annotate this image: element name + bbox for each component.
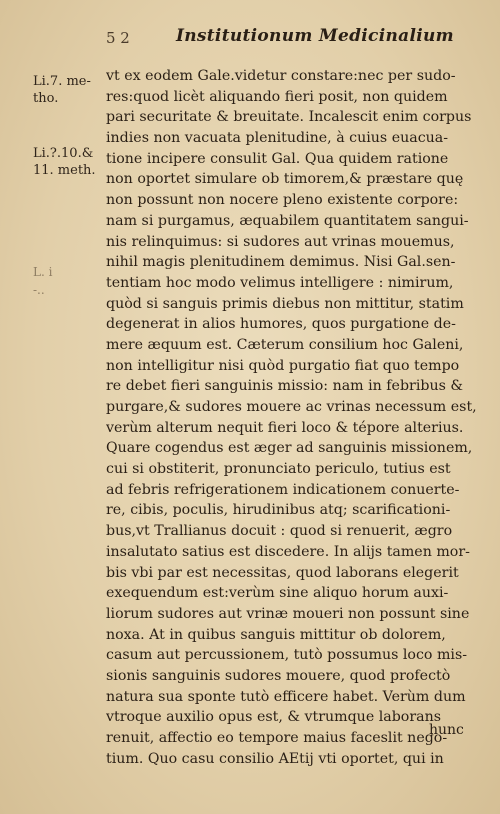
text-line: re, cibis, poculis, hirudinibus atq; scarificationi-: [106, 502, 451, 519]
text-line: casum aut percussionem, tutò possumus loco mis-: [106, 647, 468, 664]
text-line: cui si obstiterit, pronunciato periculo, tutius est: [106, 461, 451, 478]
main-text: [106, 66, 478, 769]
text-line: insalutato satius est discedere. In alijs tamen mor-: [106, 543, 470, 560]
margin-note: -..: [33, 283, 45, 297]
margin-note: Li.7. me- tho.: [33, 74, 91, 106]
text-line: noxa. At in quibus sanguis mittitur ob dolorem,: [106, 626, 446, 643]
running-title: Institutionum Medicinalium: [176, 26, 454, 46]
text-line: res:quod licèt aliquando fieri posit, non quidem: [106, 88, 448, 105]
text-line: ad febris refrigerationem indicationem conuerte-: [106, 481, 460, 498]
text-line: re debet fieri sanguinis missio: nam in febribus &: [106, 378, 463, 395]
text-line: natura sua sponte tutò efficere habet. Verùm dum: [106, 688, 466, 705]
text-line: bis vbi par est necessitas, quod laborans elegerit: [106, 564, 459, 581]
text-line: vt ex eodem Gale.videtur constare:nec per sudo-: [106, 68, 456, 84]
text-line: tium. Quo casu consilio AEtij vti oportet, qui in: [106, 750, 444, 767]
text-line: tentiam hoc modo velimus intelligere : nimirum,: [106, 274, 454, 291]
text-line: bus,vt Trallianus docuit : quod si renuerit, ægro: [106, 523, 453, 540]
text-line: non possunt non nocere pleno existente corpore:: [106, 192, 459, 209]
page-header: [0, 26, 500, 50]
text-line: indies non vacuata plenitudine, à cuius euacua-: [106, 130, 449, 147]
folio-number: 5 2: [106, 29, 130, 47]
text-line: degenerat in alios humores, quos purgatione de-: [106, 316, 456, 333]
text-line: sionis sanguinis sudores mouere, quod profectò: [106, 667, 451, 684]
text-line: nis relinquimus: si sudores aut vrinas mouemus,: [106, 233, 455, 250]
text-line: exequendum est:verùm sine aliquo horum auxi-: [106, 585, 449, 602]
text-line: pari securitate & breuitate. Incalescit enim corpus: [106, 109, 472, 126]
text-line: non oportet simulare ob timorem,& præstare quę: [106, 171, 464, 188]
catchword: hunc: [429, 722, 464, 738]
text-line: nam si purgamus, æquabilem quantitatem sangui-: [106, 212, 469, 229]
text-line: nihil magis plenitudinem demimus. Nisi Gal.sen-: [106, 254, 456, 271]
text-line: renuit, affectio eo tempore maius faceslit nego-: [106, 730, 448, 746]
text-line: quòd si sanguis primis diebus non mittitur, statim: [106, 295, 464, 312]
text-line: non intelligitur nisi quòd purgatio fiat quo tempo: [106, 357, 460, 374]
margin-note: Li.?.10.& 11. meth.: [33, 146, 96, 178]
text-line: verùm alterum nequit fieri loco & tépore alterius.: [106, 419, 464, 436]
text-line: vtroque auxilio opus est, & vtrumque laborans: [106, 709, 442, 726]
text-line: purgare,& sudores mouere ac vrinas necessum est,: [106, 399, 477, 415]
text-line: mere æquum est. Cæterum consilium hoc Galeni,: [106, 336, 464, 353]
margin-note: L. i: [33, 265, 53, 279]
text-line: liorum sudores aut vrinæ moueri non possunt sine: [106, 605, 470, 622]
text-line: tione incipere consulit Gal. Qua quidem ratione: [106, 150, 449, 167]
text-line: Quare cogendus est æger ad sanguinis missionem,: [106, 440, 473, 457]
